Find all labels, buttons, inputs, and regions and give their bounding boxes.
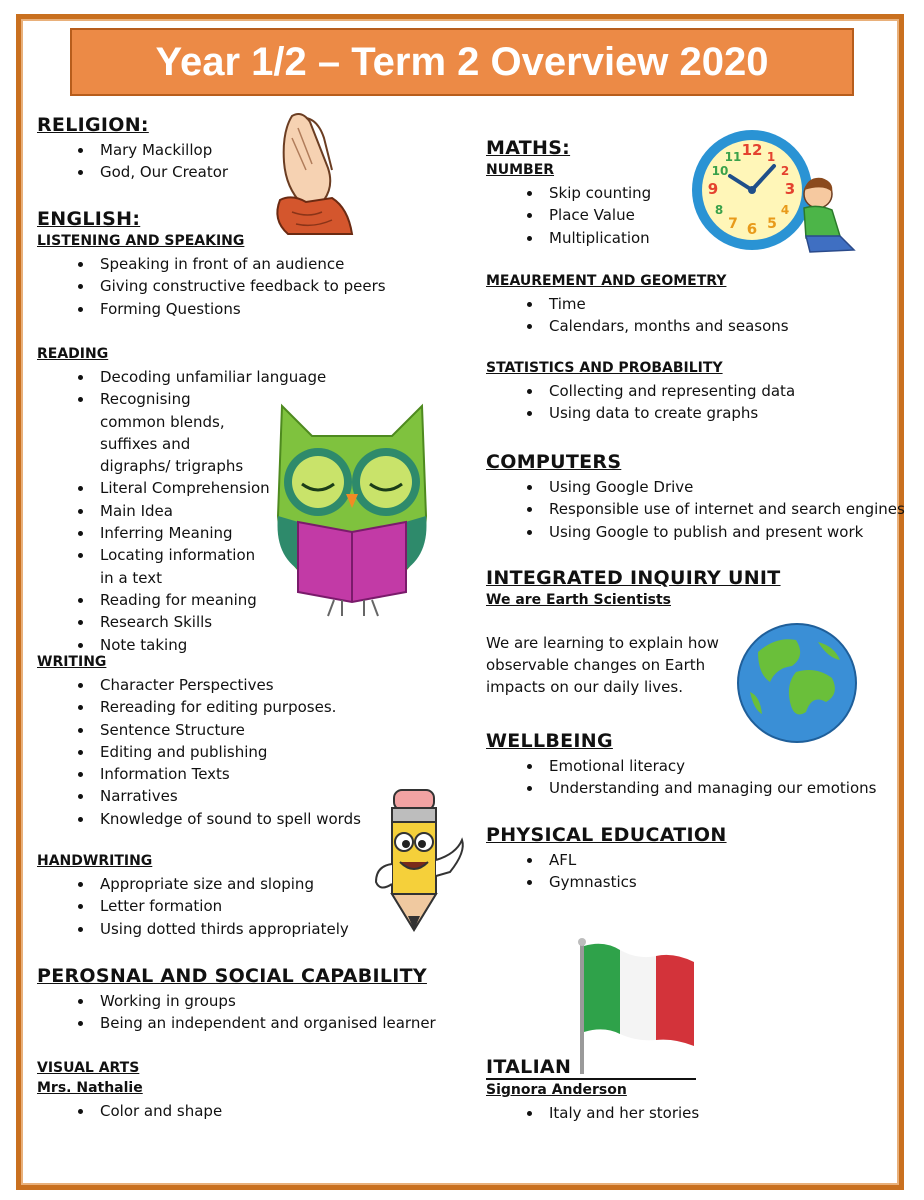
list-item: • Mary Mackillop <box>94 139 228 161</box>
clock-number-label: 6 <box>746 220 758 238</box>
clock-number-label: 8 <box>714 203 724 217</box>
list-item: • Gymnastics <box>543 871 727 893</box>
clock-number-label: 5 <box>767 216 777 232</box>
computers-list <box>486 476 905 543</box>
list-item: • Literal Comprehension <box>94 477 304 499</box>
clock-number-label: 2 <box>780 164 790 178</box>
listening-speaking-list <box>37 253 386 320</box>
list-item: • Main Idea <box>94 500 304 522</box>
clock-number-label: 4 <box>780 203 790 217</box>
clock-number-label: 7 <box>728 216 738 232</box>
list-item: • AFL <box>543 849 727 871</box>
english-heading: ENGLISH: <box>37 208 141 230</box>
inquiry-subheading: We are Earth Scientists <box>486 592 671 608</box>
list-item: • Editing and publishing <box>94 741 361 763</box>
list-item: • Narratives <box>94 785 361 807</box>
listening-speaking-heading: LISTENING AND SPEAKING <box>37 233 245 249</box>
italian-flag-icon <box>576 938 700 1074</box>
visual-arts-list <box>37 1100 222 1122</box>
measurement-list <box>486 293 789 338</box>
list-item: • Recognising common blends, suffixes and digraphs/ trigraphs <box>94 388 260 477</box>
list-item: • Speaking in front of an audience <box>94 253 386 275</box>
clock-number-label: 10 <box>711 164 729 178</box>
clock-number-label: 12 <box>741 141 763 159</box>
list-item: • Reading for meaning <box>94 589 304 611</box>
visual-arts-section <box>37 1058 222 1122</box>
list-item: • Using data to create graphs <box>543 402 795 424</box>
list-item: • Working in groups <box>94 990 436 1012</box>
list-item: • Calendars, months and seasons <box>543 315 789 337</box>
clock-number-label: 3 <box>784 180 796 198</box>
maths-heading: MATHS: <box>486 137 571 159</box>
list-item: • Using Google Drive <box>543 476 905 498</box>
list-item: • Note taking <box>94 634 304 656</box>
list-item: • Sentence Structure <box>94 719 361 741</box>
list-item: • Responsible use of internet and search engines <box>543 498 905 520</box>
list-item: • Knowledge of sound to spell words <box>94 808 361 830</box>
inquiry-heading: INTEGRATED INQUIRY UNIT <box>486 567 781 589</box>
number-list <box>486 182 651 249</box>
inquiry-text-line: observable changes on Earth <box>486 656 706 674</box>
visual-arts-heading: VISUAL ARTS <box>37 1060 140 1076</box>
list-item: • Forming Questions <box>94 298 386 320</box>
computers-heading: COMPUTERS <box>486 451 622 473</box>
statistics-heading: STATISTICS AND PROBABILITY <box>486 360 723 376</box>
list-item: • Inferring Meaning <box>94 522 304 544</box>
pe-heading: PHYSICAL EDUCATION <box>486 824 727 846</box>
reading-list <box>37 366 327 656</box>
handwriting-list <box>37 873 349 940</box>
list-item: • Research Skills <box>94 611 304 633</box>
list-item: • Character Perspectives <box>94 674 361 696</box>
owl-reading-icon <box>272 396 432 618</box>
italian-teacher: Signora Anderson <box>486 1082 627 1098</box>
list-item: • Using dotted thirds appropriately <box>94 918 349 940</box>
writing-heading: WRITING <box>37 654 107 670</box>
list-item: • Understanding and managing our emotions <box>543 777 876 799</box>
list-item: • Being an independent and organised learner <box>94 1012 436 1034</box>
writing-list <box>37 674 361 830</box>
maths-section <box>486 136 651 249</box>
number-heading: NUMBER <box>486 162 555 178</box>
visual-arts-teacher: Mrs. Nathalie <box>37 1080 143 1096</box>
earth-globe-icon <box>736 622 858 744</box>
religion-list <box>37 139 228 184</box>
list-item: • Color and shape <box>94 1100 222 1122</box>
measurement-section <box>486 271 789 338</box>
wellbeing-heading: WELLBEING <box>486 730 613 752</box>
clock-number-label: 9 <box>707 180 719 198</box>
personal-social-heading: PEROSNAL AND SOCIAL CAPABILITY <box>37 965 427 987</box>
inquiry-text-line: We are learning to explain how <box>486 634 719 652</box>
handwriting-heading: HANDWRITING <box>37 853 153 869</box>
italian-list <box>486 1102 699 1124</box>
list-item: • Information Texts <box>94 763 361 785</box>
inquiry-text-line: impacts on our daily lives. <box>486 678 683 696</box>
computers-section <box>486 450 905 543</box>
list-item: • Rereading for editing purposes. <box>94 696 361 718</box>
clock-icon <box>690 128 858 256</box>
measurement-heading: MEAUREMENT AND GEOMETRY <box>486 273 727 289</box>
personal-social-section <box>37 964 436 1035</box>
list-item: • God, Our Creator <box>94 161 228 183</box>
pe-list <box>486 849 727 894</box>
reading-heading: READING <box>37 346 109 362</box>
list-item: • Multiplication <box>543 227 651 249</box>
list-item: • Decoding unfamiliar language <box>94 366 330 388</box>
handwriting-section <box>37 851 349 940</box>
italian-heading-text: ITALIAN <box>486 1056 572 1078</box>
list-item: • Skip counting <box>543 182 651 204</box>
list-item: • Emotional literacy <box>543 755 876 777</box>
list-item: • Appropriate size and sloping <box>94 873 349 895</box>
clock-number-label: 1 <box>766 150 776 164</box>
list-item: • Place Value <box>543 204 651 226</box>
statistics-list <box>486 380 795 425</box>
religion-heading: RELIGION: <box>37 114 149 136</box>
praying-hands-icon <box>262 108 354 236</box>
list-item: • Using Google to publish and present work <box>543 521 905 543</box>
wellbeing-list <box>486 755 876 800</box>
list-item: • Italy and her stories <box>543 1102 699 1124</box>
list-item: • Collecting and representing data <box>543 380 795 402</box>
religion-section <box>37 113 228 184</box>
personal-social-list <box>37 990 436 1035</box>
statistics-section <box>486 358 795 425</box>
page-title: Year 1/2 – Term 2 Overview 2020 <box>70 28 854 96</box>
pe-section <box>486 823 727 894</box>
pencil-character-icon <box>370 784 468 932</box>
list-item: • Time <box>543 293 789 315</box>
list-item: • Locating information in a text <box>94 544 260 589</box>
list-item: • Giving constructive feedback to peers <box>94 275 386 297</box>
list-item: • Letter formation <box>94 895 349 917</box>
clock-number-label: 11 <box>724 150 742 164</box>
writing-section <box>37 652 361 830</box>
